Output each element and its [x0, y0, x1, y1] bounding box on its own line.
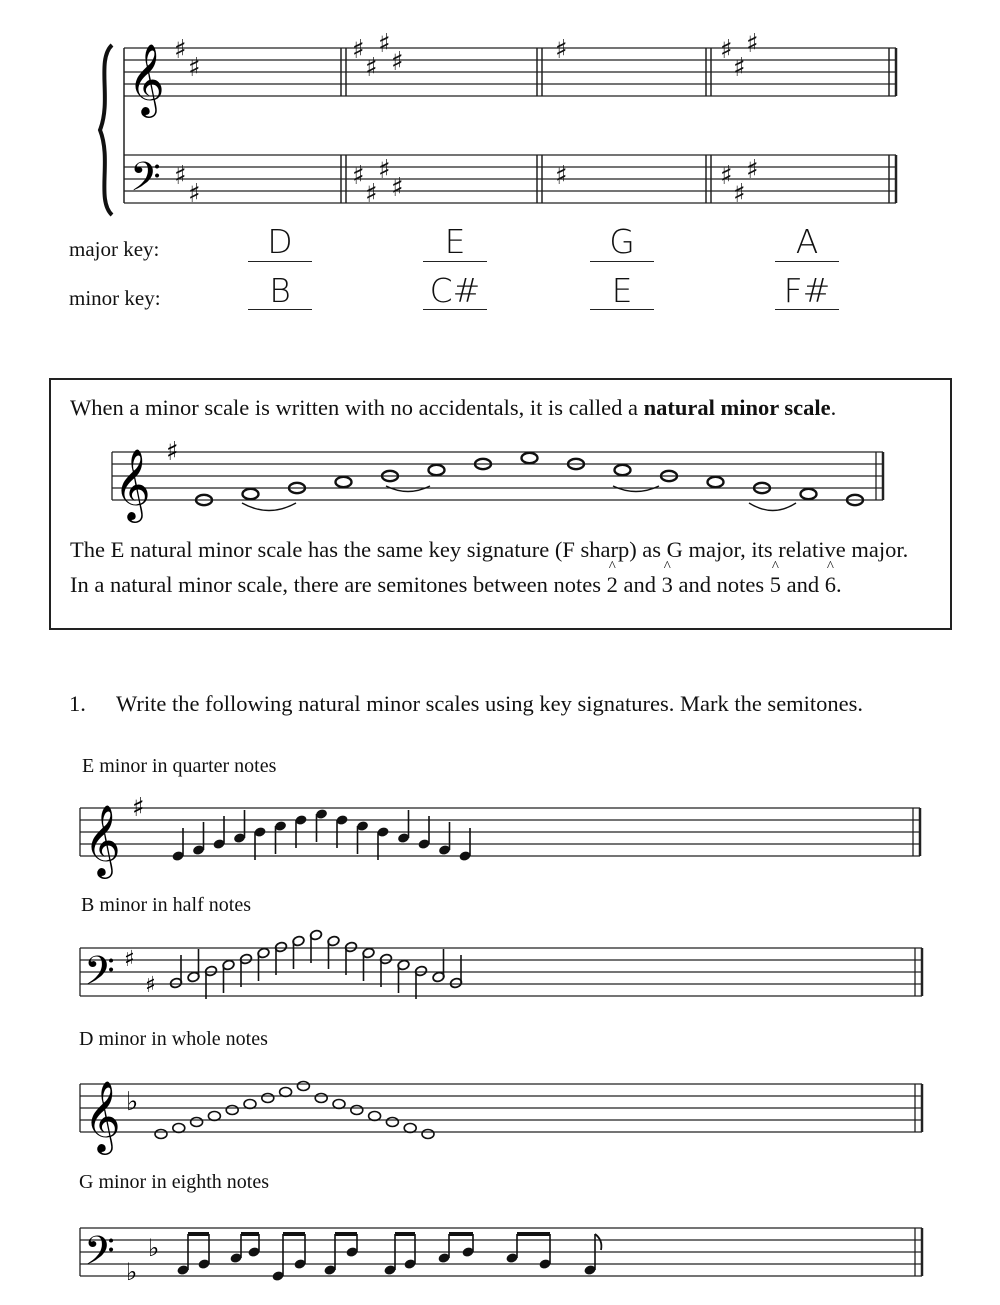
major-key-label: major key: — [69, 237, 160, 261]
sharp-icon: ♯ — [555, 161, 568, 191]
answer-major-1: D — [267, 222, 293, 261]
flat-icon: ♭ — [126, 1258, 138, 1286]
sharp-icon: ♯ — [365, 179, 378, 209]
sharp-icon: ♯ — [188, 53, 201, 83]
whole-note — [191, 1118, 203, 1127]
scale-title-3: D minor in whole notes — [79, 1028, 268, 1050]
sharp-icon: ♯ — [555, 35, 568, 65]
d-minor-whole-notes — [155, 1082, 434, 1139]
sharp-icon: ♯ — [188, 179, 201, 209]
whole-note — [244, 1100, 256, 1109]
sharp-icon: ♯ — [145, 973, 156, 998]
sharp-icon: ♯ — [132, 793, 145, 823]
whole-note — [404, 1124, 416, 1133]
staff-e-minor — [80, 808, 920, 856]
scale-title-4: G minor in eighth notes — [79, 1171, 269, 1193]
whole-note — [422, 1130, 434, 1139]
sharp-icon: ♯ — [746, 29, 759, 59]
whole-note — [262, 1094, 274, 1103]
treble-clef-icon: 𝄞 — [114, 447, 151, 520]
flat-icon: ♭ — [126, 1087, 139, 1117]
answer-minor-2: C# — [429, 271, 481, 310]
treble-clef-icon: 𝄞 — [84, 1079, 121, 1152]
sharp-icon: ♯ — [174, 35, 187, 65]
whole-note — [226, 1106, 238, 1115]
info-box-line-2: The E natural minor scale has the same key signature (F sharp) as G major, its relative major. — [70, 537, 909, 562]
sharp-icon: ♯ — [365, 53, 378, 83]
whole-note — [280, 1088, 292, 1097]
bass-clef-icon: 𝄢 — [130, 154, 161, 210]
whole-note — [351, 1106, 363, 1115]
sharp-icon: ♯ — [378, 155, 391, 185]
info-box-line-1: When a minor scale is written with no accidentals, it is called a natural minor scale. — [70, 395, 837, 420]
answer-major-2: E — [444, 222, 466, 261]
exercise-number: 1. — [69, 691, 86, 716]
whole-note — [155, 1130, 167, 1139]
sharp-icon: ♯ — [352, 161, 365, 191]
sharp-icon: ♯ — [746, 155, 759, 185]
treble-clef-icon: 𝄞 — [84, 803, 121, 876]
sharp-icon: ♯ — [378, 29, 391, 59]
sharp-icon: ♯ — [166, 437, 179, 467]
whole-note — [208, 1112, 220, 1121]
b-minor-half-notes — [169, 929, 462, 999]
bass-clef-icon: 𝄢 — [84, 1228, 115, 1284]
exercise-instruction: Write the following natural minor scales using key signatures. Mark the semitones. — [116, 691, 864, 716]
answer-minor-4: F# — [783, 271, 831, 310]
whole-note — [369, 1112, 381, 1121]
flat-icon: ♭ — [148, 1234, 160, 1262]
treble-clef-icon: 𝄞 — [128, 42, 165, 115]
g-minor-eighth-notes — [176, 1234, 601, 1282]
answer-major-3: G — [609, 222, 635, 261]
minor-key-label: minor key: — [69, 286, 161, 310]
info-box-line-3: In a natural minor scale, there are semitones between notes ^ 2 and ^ 3 and notes ^ 5 and ^ 6. — [70, 572, 842, 598]
scale-title-1: E minor in quarter notes — [82, 755, 277, 777]
scale-title-2: B minor in half notes — [81, 894, 251, 916]
answer-minor-1: B — [269, 271, 291, 310]
sharp-icon: ♯ — [124, 947, 135, 972]
staff-d-minor — [80, 1084, 922, 1132]
sharp-icon: ♯ — [391, 47, 404, 77]
whole-note — [315, 1094, 327, 1103]
sharp-icon: ♯ — [733, 179, 746, 209]
whole-note — [297, 1082, 309, 1091]
whole-note — [173, 1124, 185, 1133]
sharp-icon: ♯ — [391, 173, 404, 203]
sharp-icon: ♯ — [720, 161, 733, 191]
bass-clef-icon: 𝄢 — [84, 948, 115, 1004]
whole-note — [333, 1100, 345, 1109]
sharp-icon: ♯ — [352, 35, 365, 65]
sharp-icon: ♯ — [720, 35, 733, 65]
sharp-icon: ♯ — [733, 53, 746, 83]
sharp-icon: ♯ — [174, 161, 187, 191]
answer-major-4: A — [795, 222, 819, 261]
e-minor-quarter-notes — [171, 808, 471, 862]
answer-minor-3: E — [611, 271, 633, 310]
whole-note — [386, 1118, 398, 1127]
